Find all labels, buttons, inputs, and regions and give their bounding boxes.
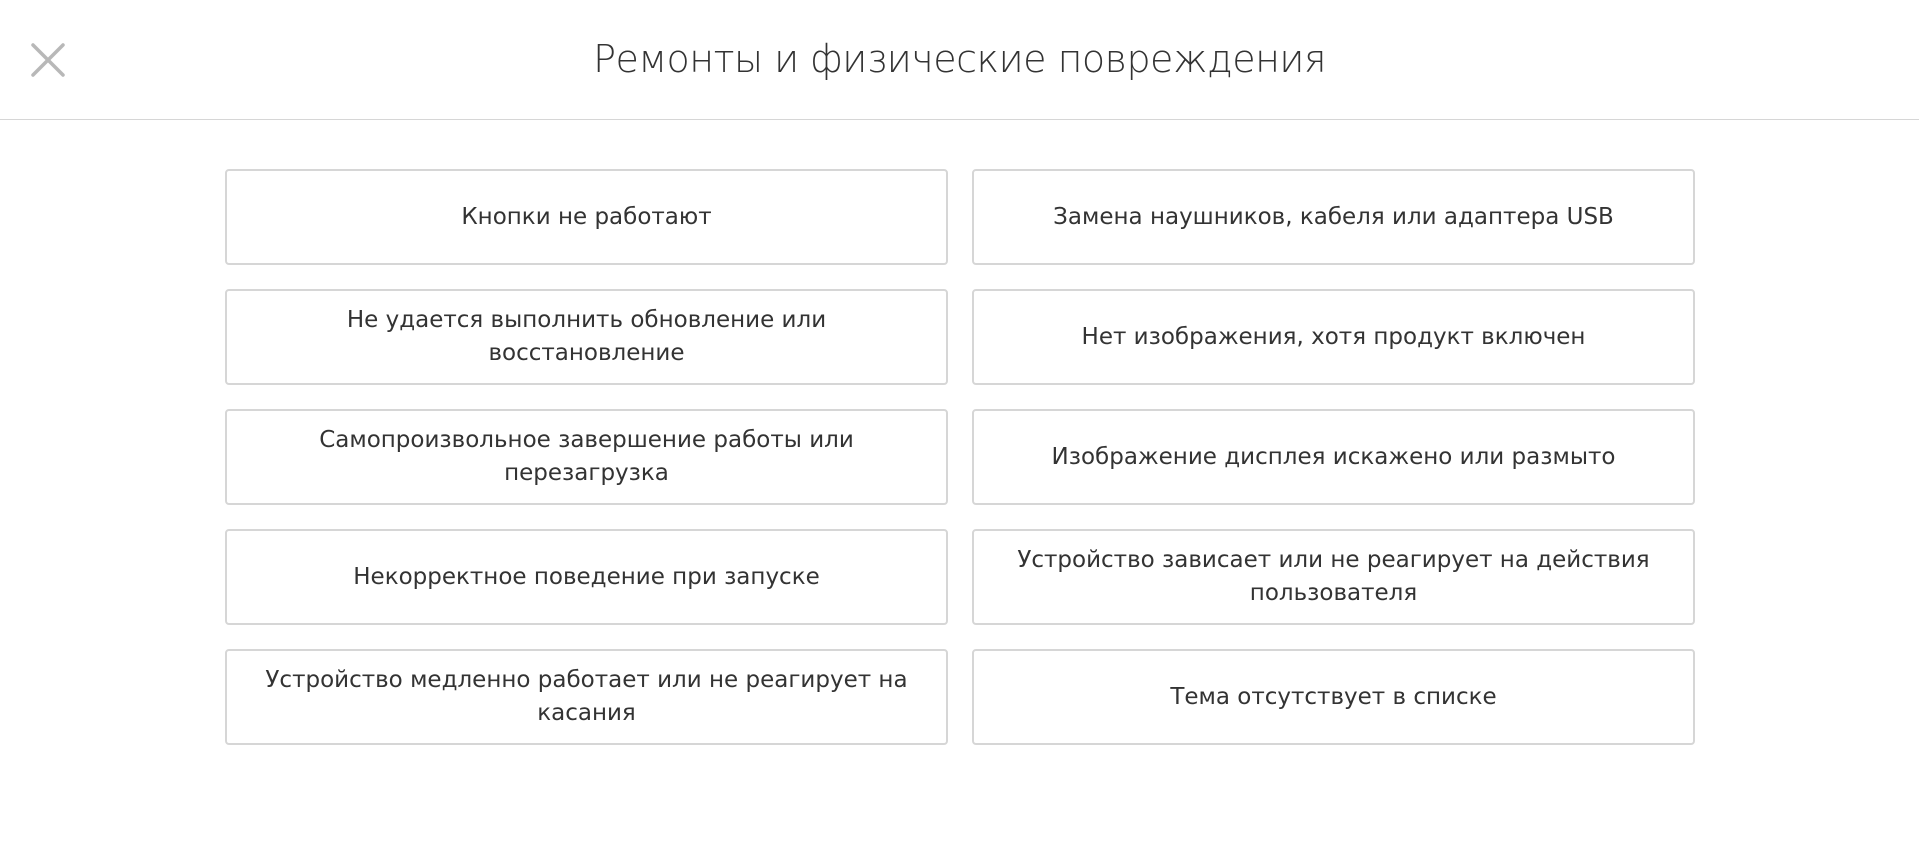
option-spontaneous-shutdown[interactable] [225, 409, 948, 505]
option-update-restore-failed[interactable] [225, 289, 948, 385]
modal-header [0, 0, 1919, 120]
option-label: Устройство медленно работает или не реагирует на касания [265, 667, 908, 726]
option-startup-behavior[interactable] [225, 529, 948, 625]
option-label: Устройство зависает или не реагирует на действия пользователя [1017, 547, 1650, 606]
option-topic-not-listed[interactable] [972, 649, 1695, 745]
option-replace-accessories[interactable] [972, 169, 1695, 265]
option-buttons-not-working[interactable] [225, 169, 948, 265]
option-label: Нет изображения, хотя продукт включен [1081, 323, 1586, 350]
option-device-freezes[interactable] [972, 529, 1695, 625]
topic-options-grid [225, 169, 1695, 745]
option-label: Замена наушников, кабеля или адаптера USB [1053, 203, 1614, 230]
option-label: Некорректное поведение при запуске [353, 563, 820, 590]
page-title: Ремонты и физические повреждения [593, 37, 1326, 81]
option-display-distorted[interactable] [972, 409, 1695, 505]
option-label: Кнопки не работают [461, 203, 712, 230]
option-label: Не удается выполнить обновление или восстановление [346, 307, 827, 366]
option-no-image[interactable] [972, 289, 1695, 385]
option-label: Самопроизвольное завершение работы или перезагрузка [319, 427, 854, 486]
option-label: Тема отсутствует в списке [1170, 683, 1497, 710]
option-label: Изображение дисплея искажено или размыто [1051, 443, 1616, 470]
option-device-slow[interactable] [225, 649, 948, 745]
